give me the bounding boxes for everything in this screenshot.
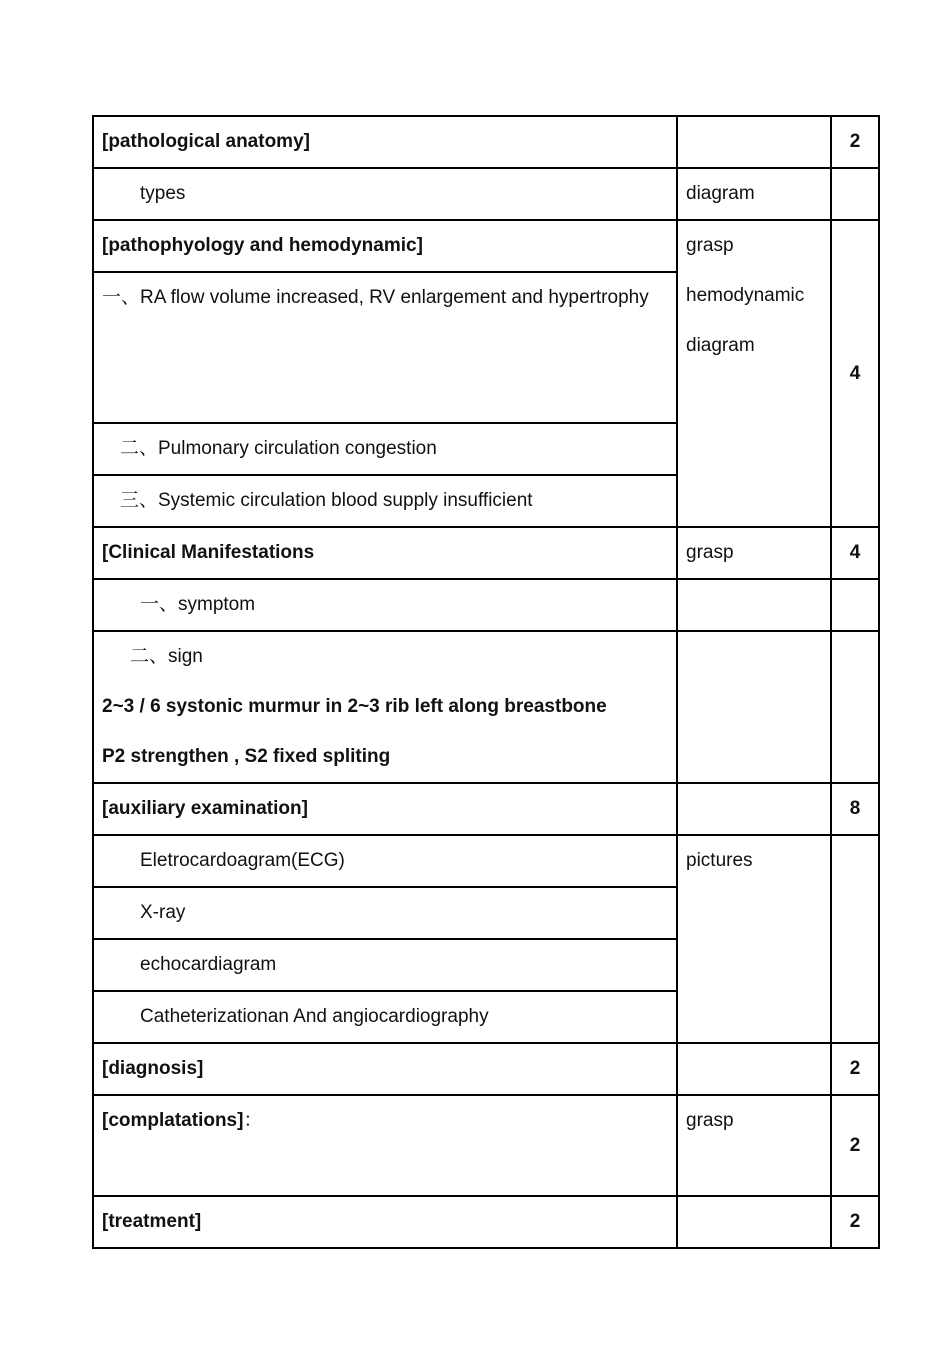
method-cell	[677, 220, 831, 527]
score-cell: 2	[831, 1095, 879, 1196]
score-cell: 2	[831, 116, 879, 168]
table-row	[93, 783, 879, 835]
list-item: 一、RA flow volume increased, RV enlargement and hypertrophy	[93, 272, 677, 423]
section-heading: [treatment]	[93, 1196, 677, 1248]
section-heading: [pathological anatomy]	[93, 116, 677, 168]
method-cell	[677, 116, 831, 168]
table-row	[93, 631, 879, 783]
table-row	[93, 1196, 879, 1248]
sign-detail: P2 strengthen , S2 fixed spliting	[102, 746, 391, 767]
list-item: 二、Pulmonary circulation congestion	[93, 423, 677, 475]
method-text: grasp	[686, 235, 734, 256]
score-cell	[831, 168, 879, 220]
score-cell: 2	[831, 1043, 879, 1095]
method-text: diagram	[686, 335, 755, 356]
method-cell	[677, 1196, 831, 1248]
section-heading: [pathophyology and hemodynamic]	[93, 220, 677, 272]
table-row	[93, 579, 879, 631]
score-cell	[831, 579, 879, 631]
method-cell	[677, 1043, 831, 1095]
score-cell: 2	[831, 1196, 879, 1248]
method-cell: diagram	[677, 168, 831, 220]
score-cell: 4	[831, 220, 879, 527]
table-row	[93, 527, 879, 579]
list-item: 三、Systemic circulation blood supply insufficient	[93, 475, 677, 527]
method-text: hemodynamic	[686, 285, 805, 306]
table-row	[93, 835, 879, 887]
table-row	[93, 1043, 879, 1095]
section-heading: [auxiliary examination]	[93, 783, 677, 835]
colon: ：	[243, 1110, 263, 1131]
method-cell: grasp	[677, 527, 831, 579]
list-item: X-ray	[93, 887, 677, 939]
score-cell	[831, 835, 879, 1043]
syllabus-table	[92, 115, 880, 1249]
list-item: echocardiagram	[93, 939, 677, 991]
section-heading: [diagnosis]	[93, 1043, 677, 1095]
sign-detail: 2~3 / 6 systonic murmur in 2~3 rib left along breastbone	[102, 696, 607, 717]
method-cell	[677, 579, 831, 631]
table-row	[93, 1095, 879, 1196]
list-item: 二、sign	[130, 646, 203, 667]
section-heading: [Clinical Manifestations	[93, 527, 677, 579]
list-item: types	[93, 168, 677, 220]
list-item: Catheterizationan And angiocardiography	[93, 991, 677, 1043]
complications-cell	[93, 1095, 677, 1196]
table-row	[93, 116, 879, 168]
section-heading: [complatations]	[102, 1110, 244, 1131]
table-row	[93, 220, 879, 272]
score-cell	[831, 631, 879, 783]
score-cell: 4	[831, 527, 879, 579]
list-item: 一、symptom	[93, 579, 677, 631]
table-row	[93, 168, 879, 220]
score-cell: 8	[831, 783, 879, 835]
sign-cell	[93, 631, 677, 783]
method-cell: grasp	[677, 1095, 831, 1196]
list-item: Eletrocardoagram(ECG)	[93, 835, 677, 887]
method-cell	[677, 631, 831, 783]
method-cell	[677, 783, 831, 835]
method-cell: pictures	[677, 835, 831, 1043]
